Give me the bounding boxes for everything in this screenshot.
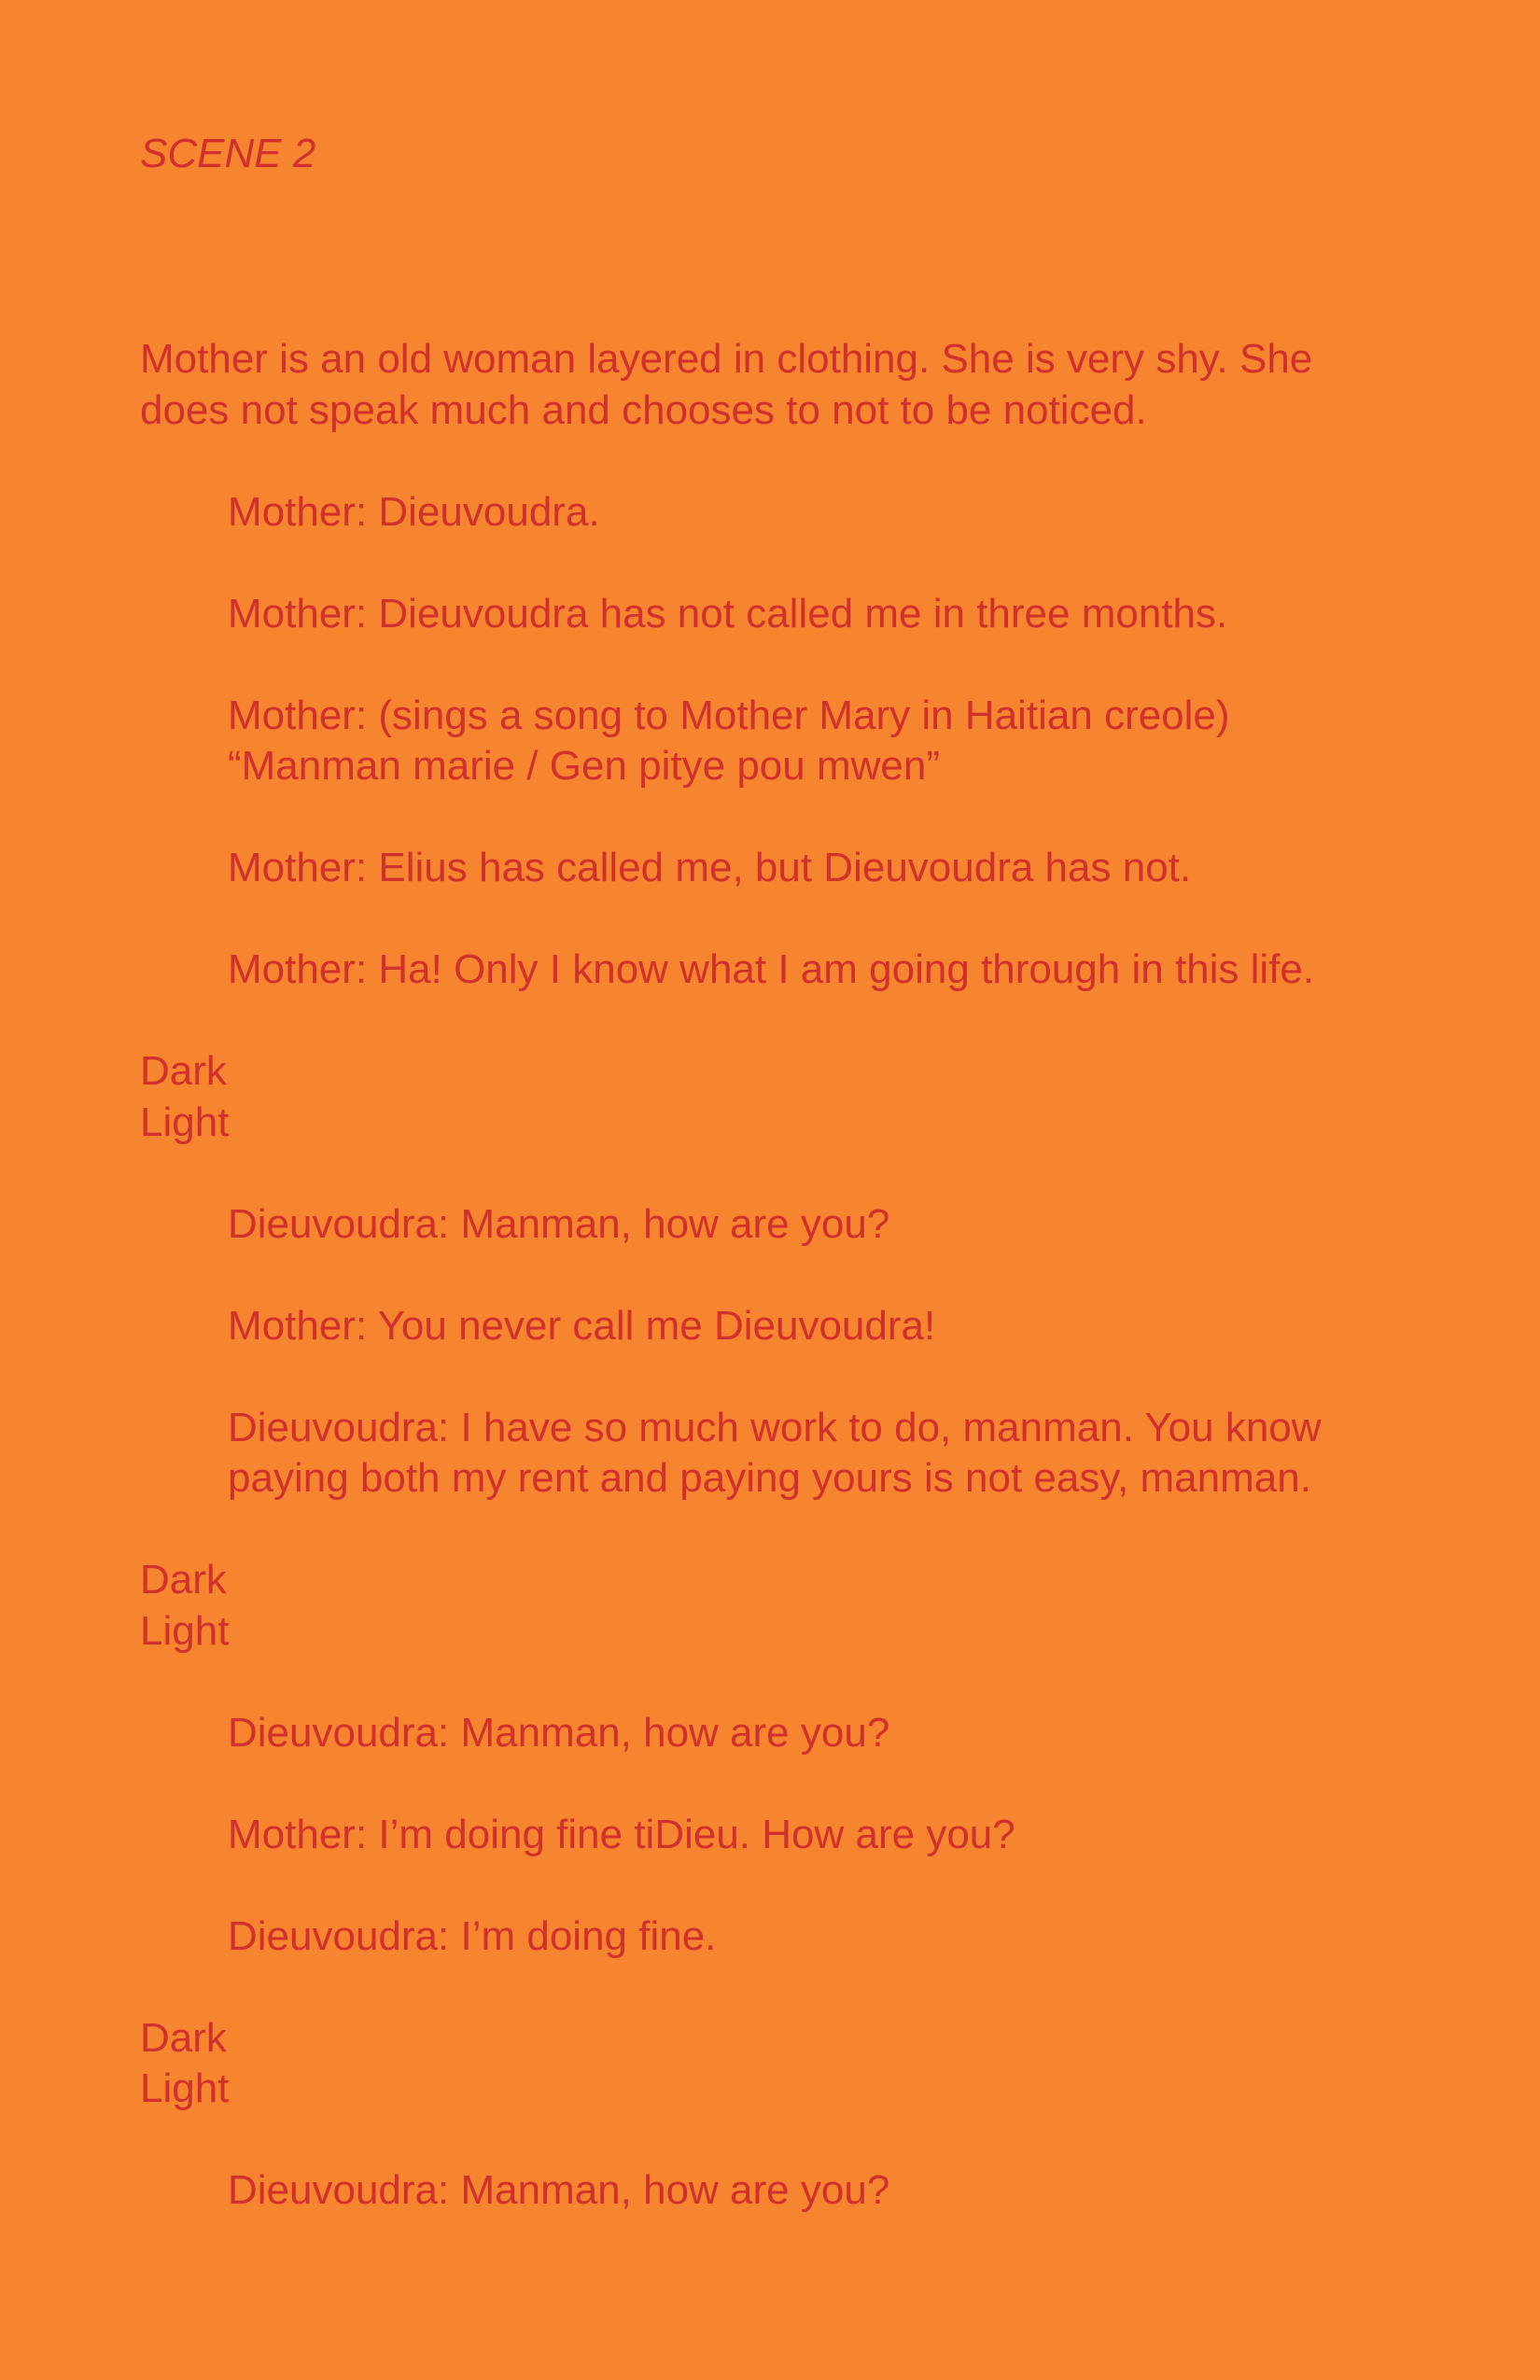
stage-direction-line: Dark [140, 2014, 227, 2061]
dialogue-block [140, 1708, 1409, 1759]
dialogue-line: Mother: Dieuvoudra. [228, 488, 600, 535]
dialogue-block [140, 691, 1409, 792]
description-line: Mother is an old woman layered in clothing. She is very shy. She [140, 336, 1313, 382]
dialogue-line: paying both my rent and paying yours is not easy, manman. [228, 1455, 1311, 1501]
dialogue-block [140, 945, 1409, 996]
dialogue-line: Mother: You never call me Dieuvoudra! [228, 1302, 936, 1349]
dialogue-line: Mother: (sings a song to Mother Mary in Haitian creole) [228, 692, 1230, 738]
dialogue-line: Dieuvoudra: Manman, how are you? [228, 2167, 890, 2213]
dialogue-line: Mother: I’m doing fine tiDieu. How are you? [228, 1811, 1015, 1857]
stage-direction-line: Light [140, 2065, 230, 2111]
dialogue-line: Mother: Elius has called me, but Dieuvoudra has not. [228, 845, 1192, 890]
description-line: does not speak much and chooses to not to be noticed. [140, 386, 1147, 433]
dialogue-line: Dieuvoudra: Manman, how are you? [228, 1709, 890, 1756]
dialogue-line: Mother: Ha! Only I know what I am going through in this life. [228, 946, 1315, 992]
dialogue-block [140, 487, 1409, 539]
stage-direction [140, 1046, 1409, 1148]
stage-direction-line: Light [140, 1607, 230, 1654]
dialogue-block [140, 1403, 1409, 1505]
scene-title: SCENE 2 [140, 131, 316, 176]
dialogue-block [140, 843, 1409, 894]
dialogue-block [140, 1810, 1409, 1861]
dialogue-line: “Manman marie / Gen pitye pou mwen” [228, 743, 940, 789]
stage-direction-line: Dark [140, 1557, 227, 1603]
dialogue-line: Dieuvoudra: I’m doing fine. [228, 1912, 717, 1959]
stage-direction-line: Dark [140, 1048, 227, 1094]
scene-description [140, 334, 1409, 436]
dialogue-line: Dieuvoudra: I have so much work to do, manman. You know [228, 1404, 1322, 1450]
dialogue-block [140, 1199, 1409, 1251]
dialogue-block [140, 1911, 1409, 1963]
script-body [140, 334, 1409, 2267]
dialogue-block [140, 589, 1409, 640]
dialogue-block [140, 2165, 1409, 2217]
script-page [140, 0, 1409, 2380]
stage-direction [140, 1555, 1409, 1657]
dialogue-block [140, 1301, 1409, 1352]
dialogue-line: Dieuvoudra: Manman, how are you? [228, 1200, 890, 1247]
script-blocks [140, 487, 1409, 2217]
dialogue-line: Mother: Dieuvoudra has not called me in three months. [228, 590, 1228, 637]
stage-direction [140, 2013, 1409, 2115]
stage-direction-line: Light [140, 1099, 230, 1145]
